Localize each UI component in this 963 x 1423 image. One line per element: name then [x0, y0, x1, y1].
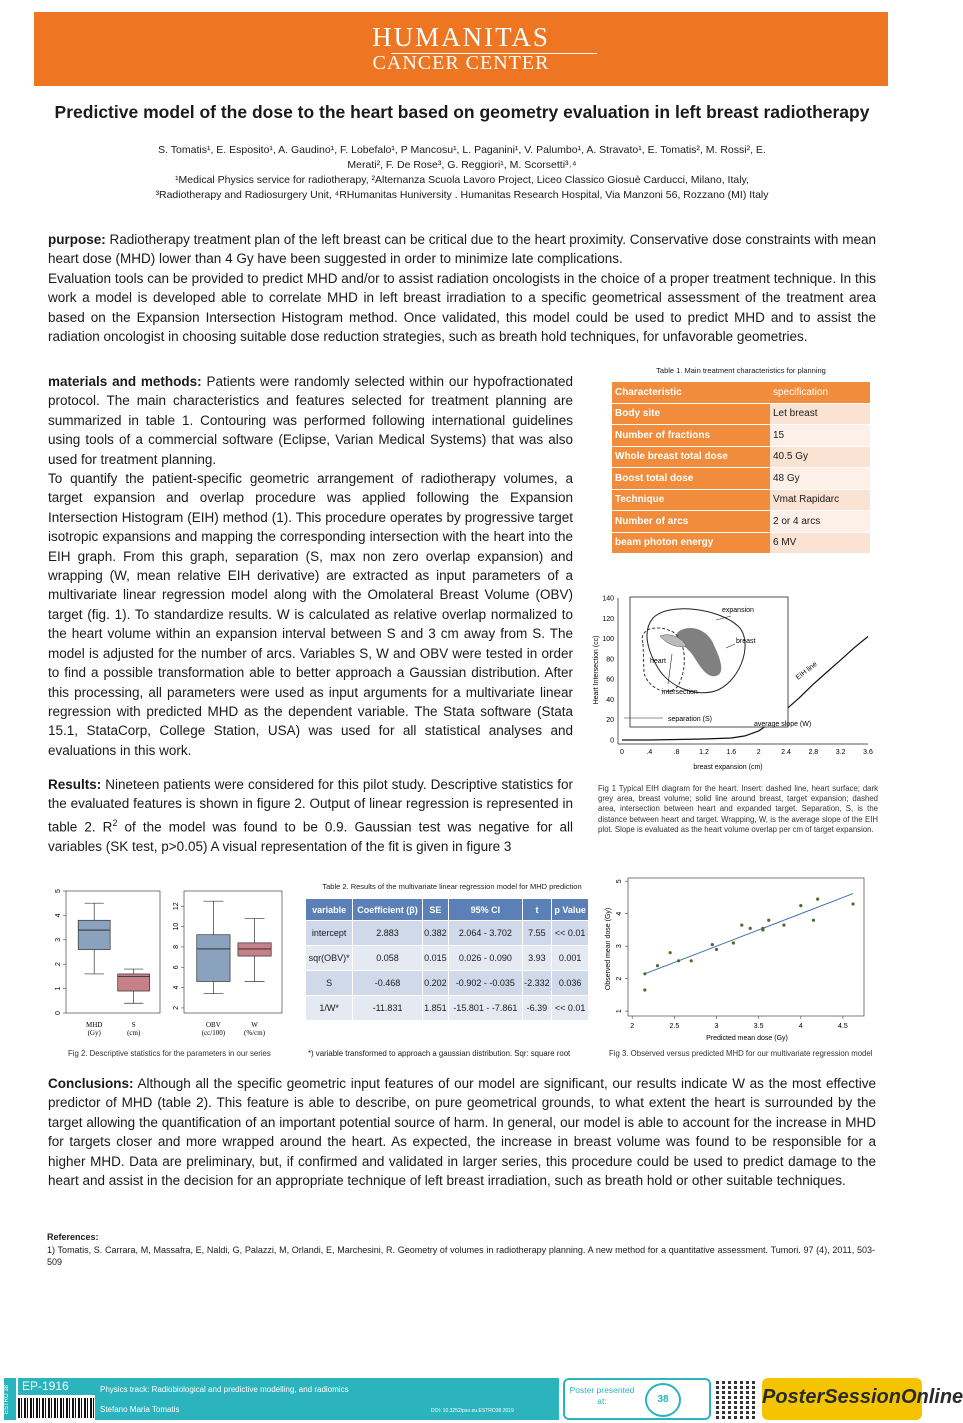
- table-cell: Vmat Rapidarc: [770, 490, 870, 511]
- table-cell: 7.55: [523, 921, 552, 945]
- presented-at-box: [563, 1378, 711, 1420]
- y-tick-label: 40: [606, 696, 614, 704]
- table-cell: 1/W*: [306, 996, 352, 1020]
- box-unit: (%/cm): [244, 1029, 266, 1037]
- x-tick-label: 4.5: [838, 1023, 848, 1030]
- table-cell: << 0.01: [552, 921, 588, 945]
- box-mhd: [78, 920, 110, 949]
- x-tick-label: 2: [630, 1023, 635, 1030]
- y-tick-label: 1: [55, 986, 62, 991]
- table-cell: 0.026 - 0.090: [449, 946, 521, 970]
- purpose-text: Radiotherapy treatment plan of the left breast can be critical due to the heart proximity. Conservative dose constraints with mean heart dose (MHD) lower than 4 Gy have been suggested in order to minimize late complications.: [48, 232, 876, 267]
- affiliation-line: ³Radiotherapy and Radiosurgery Unit, ⁴RHumanitas Huniversity . Humanitas Research Hospital, Via Manzoni 56, Rozzano (MI) Italy: [155, 189, 769, 201]
- x-tick-label: 3.5: [753, 1023, 764, 1030]
- table-cell: 48 Gy: [770, 468, 870, 489]
- table-header-cell: specification: [770, 382, 870, 403]
- poster-title: Predictive model of the dose to the heart based on geometry evaluation in left breast radiotherapy: [54, 102, 870, 122]
- y-tick-label: 120: [602, 615, 614, 623]
- references-section: [47, 1231, 875, 1269]
- label-breast: breast: [736, 638, 756, 645]
- table-cell: -0.902 - -0.035: [449, 971, 521, 995]
- y-tick-label: 10: [173, 922, 180, 931]
- x-tick-label: 3.2: [835, 749, 846, 756]
- methods-label: materials and methods:: [48, 374, 202, 389]
- scatter-point: [711, 943, 714, 946]
- box-label: MHD: [86, 1021, 103, 1029]
- box-label: W: [251, 1021, 258, 1029]
- footer-track: Physics track: Radiobiological and predictive modelling, and radiomics: [100, 1385, 349, 1394]
- scatter-point: [740, 923, 743, 926]
- footer-vertical-tag: ESTRO 38: [4, 1378, 16, 1420]
- table-header-cell: SE: [423, 899, 448, 920]
- table-row: [612, 468, 870, 489]
- label-separation: separation (S): [668, 716, 712, 723]
- poster-id: EP-1916: [18, 1378, 96, 1395]
- scatter-point: [643, 972, 646, 975]
- fig1-eih-chart: [588, 588, 878, 778]
- table-cell: -15.801 - -7.861: [449, 996, 521, 1020]
- purpose-text: Evaluation tools can be provided to predict MHD and/or to assist radiation oncologists in the choice of a proper treatment technique. In this work a model is developed able to correlate MHD in left breast irradiation to a specific geometrical assessment of the treatment area based on the Expansion Intersection Histogram method. Once validated, this model could be used to predict MHD and to assist the radiation oncologist in choosing suitable dose reduction strategies, such as breath hold techniques, for unfavorable geometries.: [48, 270, 876, 345]
- table-cell: intercept: [306, 921, 352, 945]
- table-cell: 0.382: [423, 921, 448, 945]
- x-tick-label: 3: [714, 1023, 719, 1030]
- y-tick-label: 80: [606, 656, 614, 664]
- y-tick-label: 3: [616, 944, 623, 949]
- table-row: [612, 490, 870, 511]
- references-label: References:: [47, 1232, 99, 1242]
- scatter-point: [715, 948, 718, 951]
- y-tick-label: 2: [55, 962, 62, 967]
- fig3-ylabel: Observed mean dose (Gy): [605, 907, 612, 991]
- header-banner: [34, 12, 888, 86]
- table-cell: 15: [770, 425, 870, 446]
- label-intersection: intersection: [662, 689, 698, 696]
- y-tick-label: 2: [616, 976, 623, 981]
- table-header-cell: t: [523, 899, 552, 920]
- table-header-cell: Coefficient (β): [353, 899, 421, 920]
- table-cell: 0.001: [552, 946, 588, 970]
- table-row: [306, 996, 588, 1020]
- table2-caption: Table 2. Results of the multivariate linear regression model for MHD prediction: [322, 882, 582, 891]
- fig3-caption: Fig 3. Observed versus predicted MHD for our multivariate regression model: [609, 1049, 873, 1058]
- table-row: [306, 921, 588, 945]
- barcode-icon: [18, 1398, 96, 1418]
- plot-frame: [628, 878, 864, 1016]
- x-tick-label: 1.6: [726, 749, 737, 756]
- footer-author: Stefano Maria Tomatis: [100, 1405, 180, 1414]
- table1-caption: Table 1. Main treatment characteristics for planning: [656, 366, 826, 375]
- authors-line: Merati², F. De Rose³, G. Reggiori¹, M. Scorsetti³˒⁴: [347, 159, 577, 171]
- scatter-point: [767, 919, 770, 922]
- table-cell: Number of arcs: [612, 511, 770, 532]
- methods-text: To quantify the patient-specific geometric arrangement of radiotherapy volumes, a target expansion and overlap procedure was applied following the Expansion Intersection Histogram (EIH) method (1). This procedure operates by progressive target isotropic expansions and mapping the corresponding intersection with the heart into the EIH graph. From this graph, separation (S, max non zero overlap expansion) and wrapping (W, mean relative EIH derivative) are extracted as input parameters of a multivariate linear regression model along with the Omolateral Breast Volume (OBV) target (fig. 1). To standardize results. W is calculated as relative overlap normalized to the heart volume within an expansion interval between S and 3 cm away from S. The model is adjusted for the number of arcs. Variables S, W and OBV were tested in order to find a possible transformation able to better approach a Gaussian distribution. After this processing, all parameters were used as input arguments for a multivariate linear regression with predicted MHD as the dependent variable. The Stata software (Stata 15.1, StataCorp, College Station, USA) was used for all statistical analyses and evaluations in this work.: [48, 471, 573, 758]
- table-cell: -6.39: [523, 996, 552, 1020]
- table-header-cell: Characteristic: [612, 382, 770, 403]
- x-tick-label: 2: [756, 749, 761, 756]
- poster-session-online-logo[interactable]: [762, 1378, 963, 1420]
- table-header-row: [306, 899, 588, 920]
- table-cell: 0.058: [353, 946, 421, 970]
- y-tick-label: 5: [616, 879, 623, 884]
- table-row: [612, 533, 870, 554]
- table-header-cell: p Value: [552, 899, 588, 920]
- table-cell: 2.883: [353, 921, 421, 945]
- y-tick-label: 4: [173, 985, 180, 990]
- scatter-point: [799, 904, 802, 907]
- reference-item: 1) Tomatis, S. Carrara, M, Massafra, E, Naldi, G, Palazzi, M, Orlandi, E, Marchesini, R. Geometry of volumes in radiotherapy planning. A new method for a quantitative assessment. Tumori. 97 (4), 2011, 503-509: [47, 1244, 875, 1267]
- table-cell: -0.468: [353, 971, 421, 995]
- scatter-point: [732, 941, 735, 944]
- scatter-point: [690, 959, 693, 962]
- table-cell: << 0.01: [552, 996, 588, 1020]
- scatter-point: [677, 959, 680, 962]
- box-w: [238, 943, 271, 956]
- scatter-point: [643, 988, 646, 991]
- fig1-insert: [630, 597, 788, 727]
- results-text: Nineteen patients were considered for this pilot study. Descriptive statistics for the evaluated features is shown in figure 2. Output of linear regression is represented in table 2. R: [48, 777, 573, 835]
- table-cell: Boost total dose: [612, 468, 770, 489]
- fig1-caption: Fig 1 Typical EIH diagram for the heart. Insert: dashed line, heart surface; dark grey area, breast volume; solid line around breast, target expansion; dashed area, intersection between heart and expanded target. Separation, S, is the distance between heart and target. Wrapping, W, is the average slope of the EIH plot. Slope is evaluated as the heart volume overlap per cm of target expansion.: [598, 784, 878, 834]
- label-expansion: expansion: [722, 607, 754, 614]
- table-cell: Let breast: [770, 404, 870, 425]
- table-cell: beam photon energy: [612, 533, 770, 554]
- x-tick-label: 2.4: [781, 749, 791, 756]
- table-row: [306, 946, 588, 970]
- fig3-plot: [616, 878, 864, 1030]
- y-tick-label: 6: [173, 965, 180, 970]
- superscript: 2: [112, 817, 118, 828]
- table2-note: *) variable transformed to approach a gaussian distribution. Sqr: square root: [308, 1049, 571, 1058]
- pso-logo-text: PosterSessionOnline: [762, 1386, 963, 1408]
- scatter-point: [761, 928, 764, 931]
- table-cell: -2.332: [523, 971, 552, 995]
- table-cell: S: [306, 971, 352, 995]
- table-cell: Technique: [612, 490, 770, 511]
- box-unit: (cc/100): [201, 1029, 226, 1037]
- table-header-cell: variable: [306, 899, 352, 920]
- results-text: of the model was found to be 0.9. Gaussian test was negative for all variables (SK test, p>0.05) A visual representation of the fit is given in figure 3: [48, 819, 573, 854]
- table-row: [612, 447, 870, 468]
- fit-line: [645, 894, 853, 974]
- table-row: [612, 511, 870, 532]
- qr-code-icon[interactable]: [716, 1379, 756, 1419]
- table1: [612, 381, 870, 554]
- results-label: Results:: [48, 777, 102, 792]
- y-tick-label: 60: [606, 676, 614, 684]
- label-eih-line: EIH line: [794, 660, 819, 682]
- methods-text: Patients were randomly selected within our hypofractionated protocol. The main characteristics and features selected for treatment planning are summarized in table 1. Contouring was performed following international guidelines using tools of a commercial software (Eclipse, Varian Medical Systems) that was also used for treatment planning.: [48, 374, 573, 467]
- y-tick-label: 4: [616, 911, 623, 916]
- fig3-scatter: [602, 874, 872, 1044]
- box-unit: (Gy): [87, 1029, 101, 1037]
- y-tick-label: 140: [602, 595, 614, 603]
- y-tick-label: 4: [55, 913, 62, 918]
- table-cell: 0.202: [423, 971, 448, 995]
- presented-label: Poster presented at:: [569, 1385, 635, 1406]
- scatter-point: [669, 951, 672, 954]
- x-tick-label: .8: [673, 749, 680, 756]
- scatter-point: [851, 902, 854, 905]
- table-cell: 40.5 Gy: [770, 447, 870, 468]
- y-tick-label: 0: [55, 1011, 62, 1015]
- x-tick-label: 2.8: [808, 749, 819, 756]
- table-row: [612, 425, 870, 446]
- table-cell: Number of fractions: [612, 425, 770, 446]
- x-tick-label: 4: [798, 1023, 803, 1030]
- scatter-point: [656, 964, 659, 967]
- table2: [305, 898, 589, 1021]
- box-obv: [197, 935, 230, 982]
- y-tick-label: 5: [55, 889, 62, 893]
- y-tick-label: 100: [602, 636, 614, 644]
- box-unit: (cm): [127, 1029, 141, 1037]
- authors-line: S. Tomatis¹, E. Esposito¹, A. Gaudino¹, F. Lobefalo¹, P Mancosu¹, L. Paganini¹, V. Palumbo¹, A. Stravato¹, E. Tomatis², M. Rossi², E.: [158, 144, 766, 156]
- logo-cancer-center: CANCER CENTER: [372, 52, 550, 74]
- fig1-ylabel: Heart Intersection (cc): [593, 635, 600, 705]
- fig2-plots: [55, 889, 282, 1037]
- footer-id-block: [4, 1378, 92, 1420]
- logo-humanitas: HUMANITAS: [372, 22, 550, 52]
- y-tick-label: 3: [55, 937, 62, 942]
- estro-logo-icon: 38: [645, 1383, 681, 1417]
- x-tick-label: .4: [646, 749, 653, 756]
- y-tick-label: 8: [173, 944, 180, 949]
- scatter-point: [812, 919, 815, 922]
- table-cell: 3.93: [523, 946, 552, 970]
- x-tick-label: 0: [620, 749, 624, 756]
- plot-frame: [66, 891, 160, 1013]
- fig3-xlabel: Predicted mean dose (Gy): [706, 1035, 788, 1042]
- y-tick-label: 1: [616, 1009, 623, 1014]
- y-tick-label: 12: [173, 902, 180, 911]
- table-cell: 2 or 4 arcs: [770, 511, 870, 532]
- fig2-caption: Fig 2. Descriptive statistics for the parameters in our series: [68, 1049, 271, 1058]
- footer-doi: DOI: 10.3252/pso.eu.ESTRO38.2019: [431, 1408, 514, 1414]
- table-cell: 1.851: [423, 996, 448, 1020]
- y-tick-label: 0: [610, 737, 614, 745]
- scatter-point: [782, 923, 785, 926]
- affiliation-line: ¹Medical Physics service for radiotherapy, ²Alternanza Scuola Lavoro Project, Liceo Classico Giosuè Carducci, Milano, Italy,: [175, 174, 749, 186]
- authors-block: [90, 143, 834, 203]
- purpose-section: [48, 230, 876, 346]
- scatter-point: [816, 898, 819, 901]
- table-row: [306, 971, 588, 995]
- table-cell: 6 MV: [770, 533, 870, 554]
- y-tick-label: 2: [173, 1005, 180, 1010]
- conclusions-text: Although all the specific geometric input features of our model are significant, our results indicate W as the most effective predictor of MHD (table 2). This feature is able to describe, on pure geometrical grounds, to what extent the heart is surrounded by the target allowing the quantification of an important potential source of harm. In general, our model is able to account for the increase in MHD for targets closer and more wrapped around the heart. As expected, the increase in breast volume was found to be responsible for a higher MHD. Data are preliminary, but, if confirmed and validated in larger series, this procedure could be used to predict damage to the heart and assist in the decision for an appropriate technique of left breast irradiation, such as breath hold or other suitable techniques.: [48, 1076, 876, 1189]
- table-cell: sqr(OBV)*: [306, 946, 352, 970]
- table-cell: 0.036: [552, 971, 588, 995]
- results-section: [48, 775, 573, 856]
- y-tick-label: 20: [606, 717, 614, 725]
- conclusions-section: [48, 1074, 876, 1190]
- x-tick-label: 2.5: [669, 1023, 680, 1030]
- table-header-row: [612, 382, 870, 403]
- purpose-label: purpose:: [48, 232, 106, 247]
- table-cell: 0.015: [423, 946, 448, 970]
- table-cell: Whole breast total dose: [612, 447, 770, 468]
- table-cell: Body site: [612, 404, 770, 425]
- table-cell: 2.064 - 3.702: [449, 921, 521, 945]
- footer-track-bar: [95, 1378, 559, 1420]
- table-header-cell: 95% CI: [449, 899, 521, 920]
- methods-section: [48, 372, 573, 760]
- box-label: S: [131, 1021, 136, 1029]
- x-tick-label: 1.2: [699, 749, 709, 756]
- conclusions-label: Conclusions:: [48, 1076, 134, 1091]
- fig2-boxplots: [52, 885, 288, 1045]
- scatter-point: [749, 927, 752, 930]
- x-tick-label: 3.6: [863, 749, 873, 756]
- table-cell: -11.831: [353, 996, 421, 1020]
- label-slope: average slope (W): [754, 721, 812, 728]
- fig1-xlabel: breast expansion (cm): [693, 764, 763, 771]
- label-heart: heart: [650, 658, 666, 665]
- table-row: [612, 404, 870, 425]
- box-label: OBV: [206, 1021, 221, 1029]
